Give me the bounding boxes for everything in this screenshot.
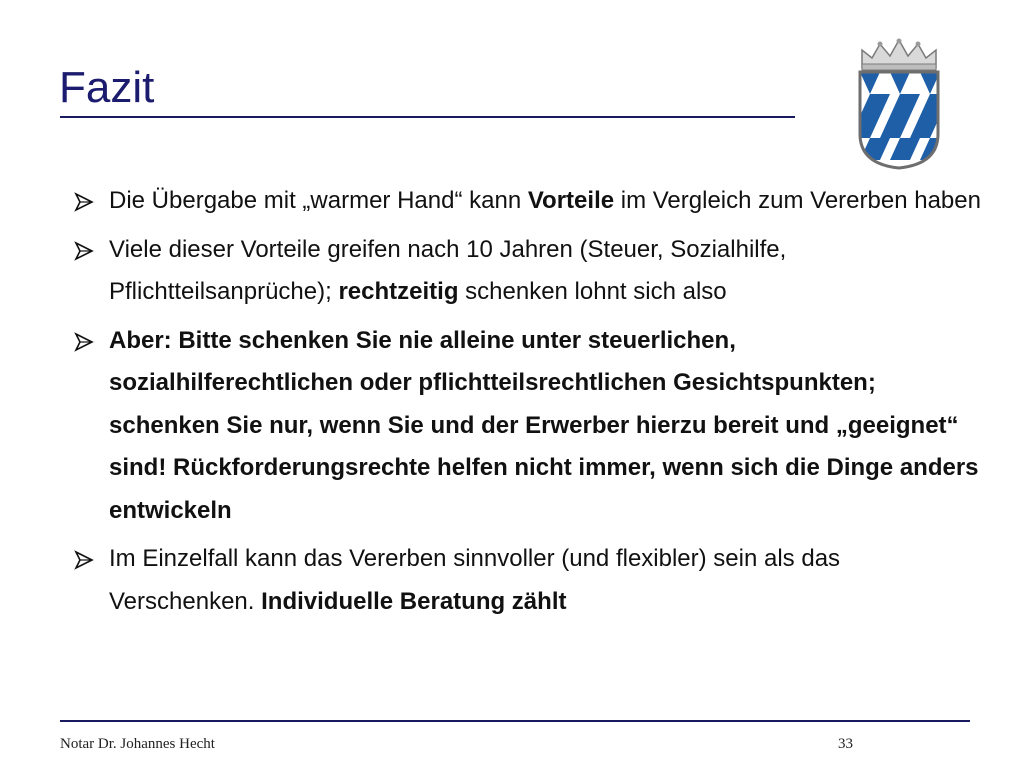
page-number: 33 [838, 736, 853, 752]
slide-title: Fazit [59, 63, 155, 112]
arrow-bullet-icon [74, 241, 94, 261]
bullet-item [74, 538, 984, 623]
bullet-text-bold: rechtzeitig [338, 278, 459, 305]
bullet-text: schenken lohnt sich also [458, 278, 727, 305]
bullet-item [74, 229, 984, 314]
bullet-text: Im Einzelfall kann das Vererben sinnvoller (und flexibler) sein als das Verschenken. [109, 545, 841, 615]
arrow-bullet-icon [74, 192, 94, 212]
bullet-item [74, 180, 984, 223]
footer-author: Notar Dr. Johannes Hecht [60, 736, 215, 752]
bullet-text-bold: Aber: Bitte schenken Sie nie alleine unter steuerlichen, sozialhilferechtlichen oder pflichtteilsrechtlichen Gesichtspunkten; schenken Sie nur, wenn Sie und der Erwerber hierzu bereit und „geeignet“ sind! Rückforderungsrechte helfen nicht immer, wenn sich die Dinge anders entwickeln [109, 326, 979, 524]
bullet-text: Die Übergabe mit „warmer Hand“ kann [109, 187, 528, 214]
bullet-text: Viele dieser Vorteile greifen nach 10 Jahren (Steuer, Sozialhilfe, Pflichtteilsanprüche); [109, 235, 787, 305]
bavarian-crest-icon [852, 38, 946, 172]
footer-divider [60, 720, 970, 722]
bullet-item [74, 320, 984, 533]
bullet-text: im Vergleich zum Vererben haben [614, 187, 981, 214]
bullet-text-bold: Individuelle Beratung zählt [261, 587, 567, 615]
arrow-bullet-icon [74, 332, 94, 352]
bullet-text-bold: Vorteile [527, 187, 615, 214]
arrow-bullet-icon [74, 550, 94, 570]
bullet-list [74, 180, 984, 629]
title-divider [60, 116, 795, 118]
